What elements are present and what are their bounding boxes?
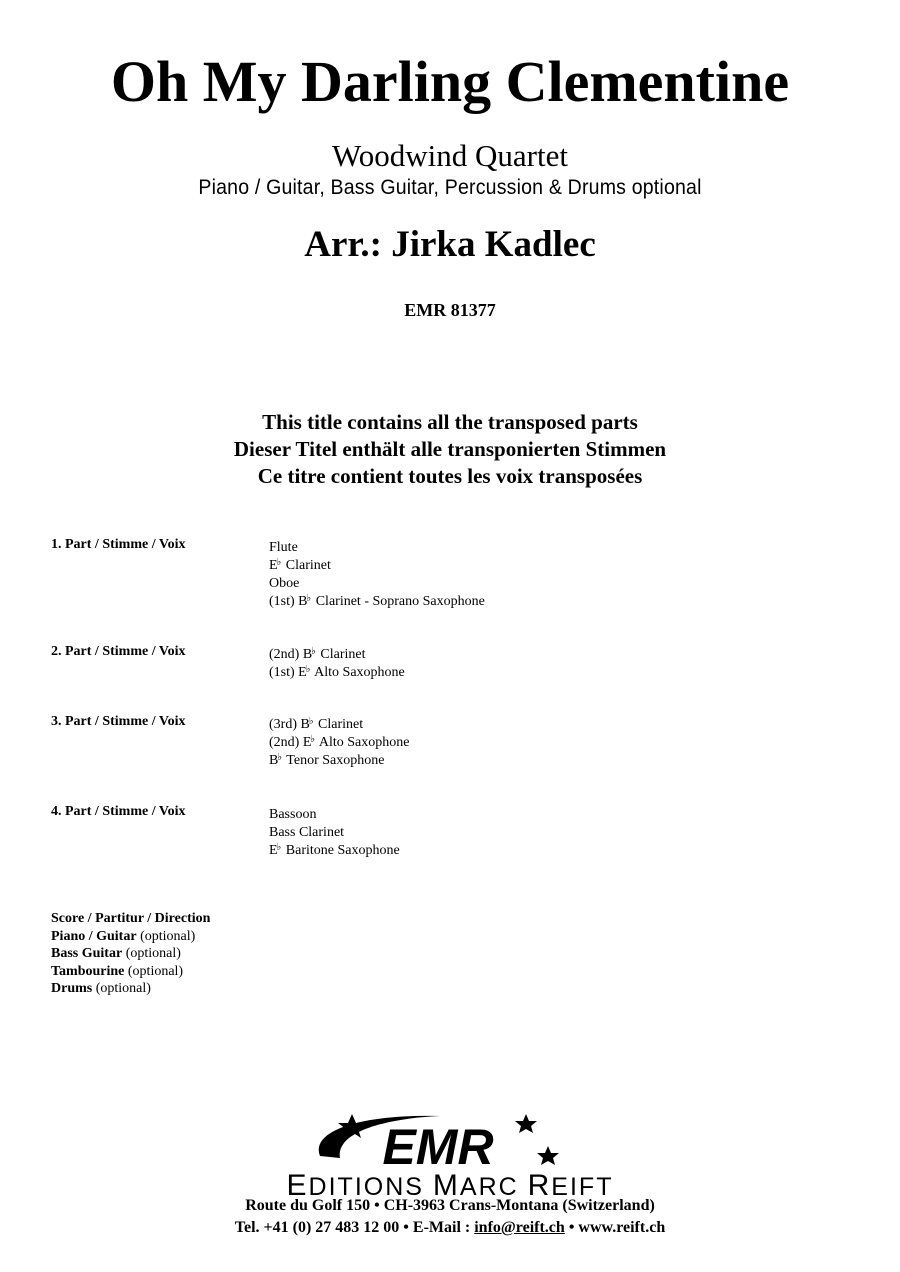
notice-german: Dieser Titel enthält alle transponierten Stimmen (233, 437, 667, 461)
flat-sign: ♭ (305, 664, 311, 675)
website-text: • www.reift.ch (564, 1219, 666, 1236)
extra-part-item (51, 980, 210, 998)
score-title: Oh My Darling Clementine (110, 49, 790, 114)
extra-parts-list (51, 910, 210, 998)
instrument-name: Alto Saxophone (316, 735, 410, 750)
extra-part-item (51, 928, 210, 946)
publisher-word: ARC (459, 1173, 528, 1201)
instrument-name: Oboe (269, 576, 300, 591)
instrument-item (269, 661, 405, 679)
extra-part-name: Bass Guitar (51, 946, 123, 961)
part-instruments (269, 713, 409, 767)
instrument-name: Alto Saxophone (311, 665, 405, 680)
extra-part-item (51, 963, 210, 981)
part-instruments (269, 803, 400, 857)
flat-sign: ♭ (306, 593, 312, 604)
instrument-name: Clarinet (282, 558, 331, 573)
part-instruments (269, 536, 485, 608)
instrument-item (269, 713, 409, 731)
catalog-number: EMR 81377 (404, 300, 496, 320)
emr-logo-icon (300, 1106, 570, 1176)
instrument-item (269, 731, 409, 749)
part-label: 4. Part / Stimme / Voix (51, 804, 186, 819)
extra-part-item (51, 910, 210, 928)
extra-part-note: (optional) (92, 981, 151, 996)
instrument-name: Tenor Saxophone (283, 753, 385, 768)
instrument-prefix: (2nd) B (269, 647, 313, 662)
extra-part-name: Piano / Guitar (51, 928, 137, 944)
instrument-item (269, 839, 400, 857)
extra-part-name: Drums (51, 981, 93, 996)
publisher-word: EIFT (551, 1173, 614, 1201)
instrument-prefix: (2nd) E (269, 735, 312, 750)
instrument-name: Clarinet (314, 717, 364, 732)
notice-english: This title contains all the transposed parts (262, 410, 638, 434)
instrument-item (269, 554, 485, 572)
instrument-name: Flute (269, 540, 298, 555)
extra-part-note: (optional) (122, 946, 181, 961)
instrument-item (269, 590, 485, 608)
publisher-initial: E (286, 1169, 309, 1202)
notice-french: Ce titre contient toutes les voix transposées (257, 464, 643, 488)
instrument-prefix: (1st) E (269, 665, 307, 680)
instrument-prefix: E (269, 843, 278, 858)
part-label: 2. Part / Stimme / Voix (51, 644, 186, 659)
instrument-name: Clarinet (316, 647, 366, 662)
publisher-word: DITIONS (308, 1173, 433, 1201)
flat-sign: ♭ (276, 842, 282, 853)
flat-sign: ♭ (308, 716, 314, 727)
flat-sign: ♭ (276, 557, 282, 568)
instrument-name: Bass Clarinet (269, 825, 345, 840)
flat-sign: ♭ (311, 646, 316, 657)
instrument-item (269, 749, 409, 767)
part-label: 1. Part / Stimme / Voix (51, 537, 186, 552)
publisher-address: Route du Golf 150 • CH-3963 Crans-Montana (Switzerland) (245, 1197, 655, 1214)
arranger-credit: Arr.: Jirka Kadlec (304, 224, 596, 265)
publisher-contact (0, 1218, 900, 1238)
publisher-initial: M (432, 1169, 460, 1202)
logo-text: EMR (382, 1119, 494, 1175)
instrument-prefix: (3rd) B (269, 717, 310, 732)
instrument-prefix: (1st) B (269, 594, 308, 609)
part-instruments (269, 643, 405, 679)
extra-part-note: (optional) (124, 963, 184, 979)
instrument-prefix: E (269, 558, 278, 573)
instrument-name: Bassoon (269, 807, 317, 822)
flat-sign: ♭ (277, 752, 283, 763)
instrument-item (269, 643, 405, 661)
part-label: 3. Part / Stimme / Voix (51, 714, 186, 729)
instrument-item (269, 803, 400, 821)
extra-part-note: (optional) (136, 928, 196, 944)
instrument-prefix: B (269, 753, 279, 768)
instrument-item (269, 572, 485, 590)
instrument-name: Baritone Saxophone (282, 843, 400, 858)
extra-part-item (51, 945, 210, 963)
extra-part-name: Tambourine (51, 963, 125, 979)
ensemble-subtitle: Woodwind Quartet (332, 138, 568, 173)
flat-sign: ♭ (310, 734, 316, 745)
instrumentation-line: Piano / Guitar, Bass Guitar, Percussion & Drums optional (198, 176, 702, 199)
extra-part-name: Score / Partitur / Direction (51, 911, 211, 926)
instrument-item (269, 821, 400, 839)
instrument-name: Clarinet - Soprano Saxophone (312, 594, 485, 609)
email-link[interactable]: info@reift.ch (474, 1219, 565, 1236)
telephone-text: Tel. +41 (0) 27 483 12 00 • E-Mail : (234, 1219, 475, 1236)
publisher-initial: R (527, 1169, 552, 1202)
instrument-item (269, 536, 485, 554)
